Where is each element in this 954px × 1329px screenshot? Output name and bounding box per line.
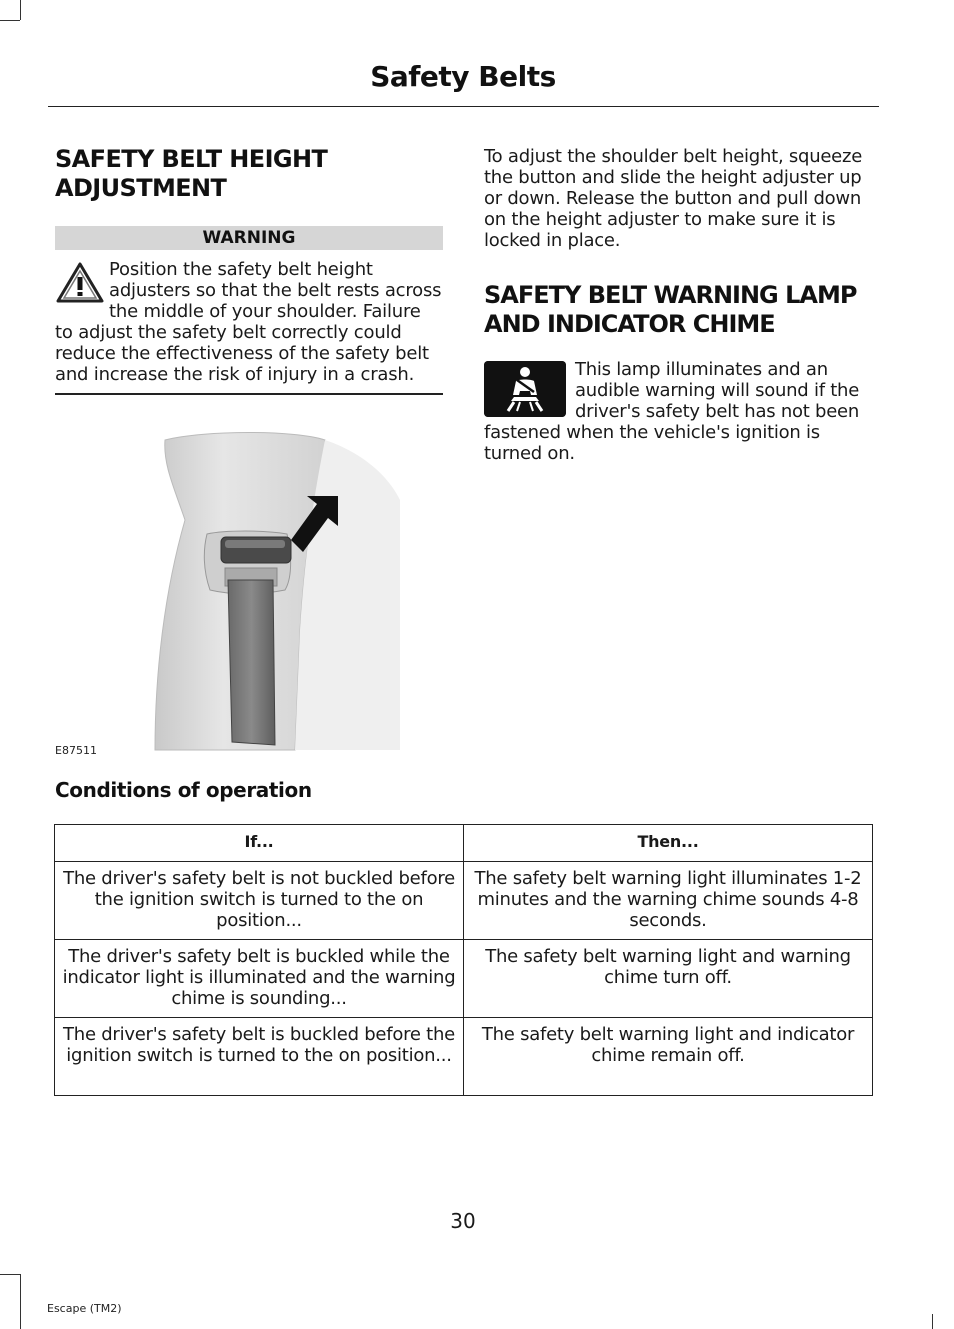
page-number: 30	[450, 1209, 476, 1233]
result-cell: The safety belt warning light illuminates 1-2 minutes and the warning chime sounds 4-8 seconds.	[464, 862, 873, 940]
belt-height-adjuster-illustration	[55, 430, 443, 760]
warning-divider	[55, 393, 443, 395]
footer-model: Escape (TM2)	[47, 1302, 122, 1315]
warning-lamp-block	[484, 359, 874, 464]
table-row	[55, 862, 873, 940]
crop-mark	[932, 1314, 933, 1329]
warning-text: Position the safety belt height adjusters so that the belt rests across the middle of your shoulder. Failure to adjust the safety belt correctly could reduce the effectiveness of the safety belt and increase the risk of injury in a crash.	[55, 259, 442, 385]
height-adjustment-section	[55, 145, 443, 395]
conditions-title: Conditions of operation	[55, 778, 312, 802]
height-adjustment-heading: SAFETY BELT HEIGHT ADJUSTMENT	[55, 145, 328, 202]
conditions-table	[54, 824, 873, 1096]
column-header-then: Then...	[464, 825, 873, 862]
figure-id: E87511	[55, 744, 97, 757]
column-header-if: If...	[55, 825, 464, 862]
warning-label: WARNING	[55, 226, 443, 250]
warning-lamp-heading: SAFETY BELT WARNING LAMP AND INDICATOR CHIME	[484, 281, 857, 338]
right-column	[484, 146, 874, 464]
condition-cell: The driver's safety belt is buckled before the ignition switch is turned to the on position...	[55, 1018, 464, 1096]
crop-mark	[0, 20, 20, 21]
crop-mark	[20, 1274, 21, 1329]
result-cell: The safety belt warning light and warning chime turn off.	[464, 940, 873, 1018]
result-cell: The safety belt warning light and indicator chime remain off.	[464, 1018, 873, 1096]
warning-box	[55, 259, 443, 385]
seatbelt-warning-icon	[484, 361, 566, 417]
table-header-row	[55, 825, 873, 862]
crop-mark	[20, 0, 21, 20]
header-divider	[48, 106, 879, 107]
height-adjustment-instructions: To adjust the shoulder belt height, squeeze the button and slide the height adjuster up or down. Release the button and pull down on the height adjuster to make sure it is locked in place.	[484, 146, 863, 251]
condition-cell: The driver's safety belt is buckled while the indicator light is illuminated and the warning chime is sounding...	[55, 940, 464, 1018]
warning-lamp-text: This lamp illuminates and an audible warning will sound if the driver's safety belt has not been fastened when the vehicle's ignition is turned on.	[484, 359, 860, 464]
crop-mark	[0, 1274, 20, 1275]
table-row	[55, 940, 873, 1018]
page-title: Safety Belts	[370, 60, 556, 93]
condition-cell: The driver's safety belt is not buckled before the ignition switch is turned to the on position...	[55, 862, 464, 940]
table-row	[55, 1018, 873, 1096]
warning-triangle-icon	[55, 261, 105, 305]
